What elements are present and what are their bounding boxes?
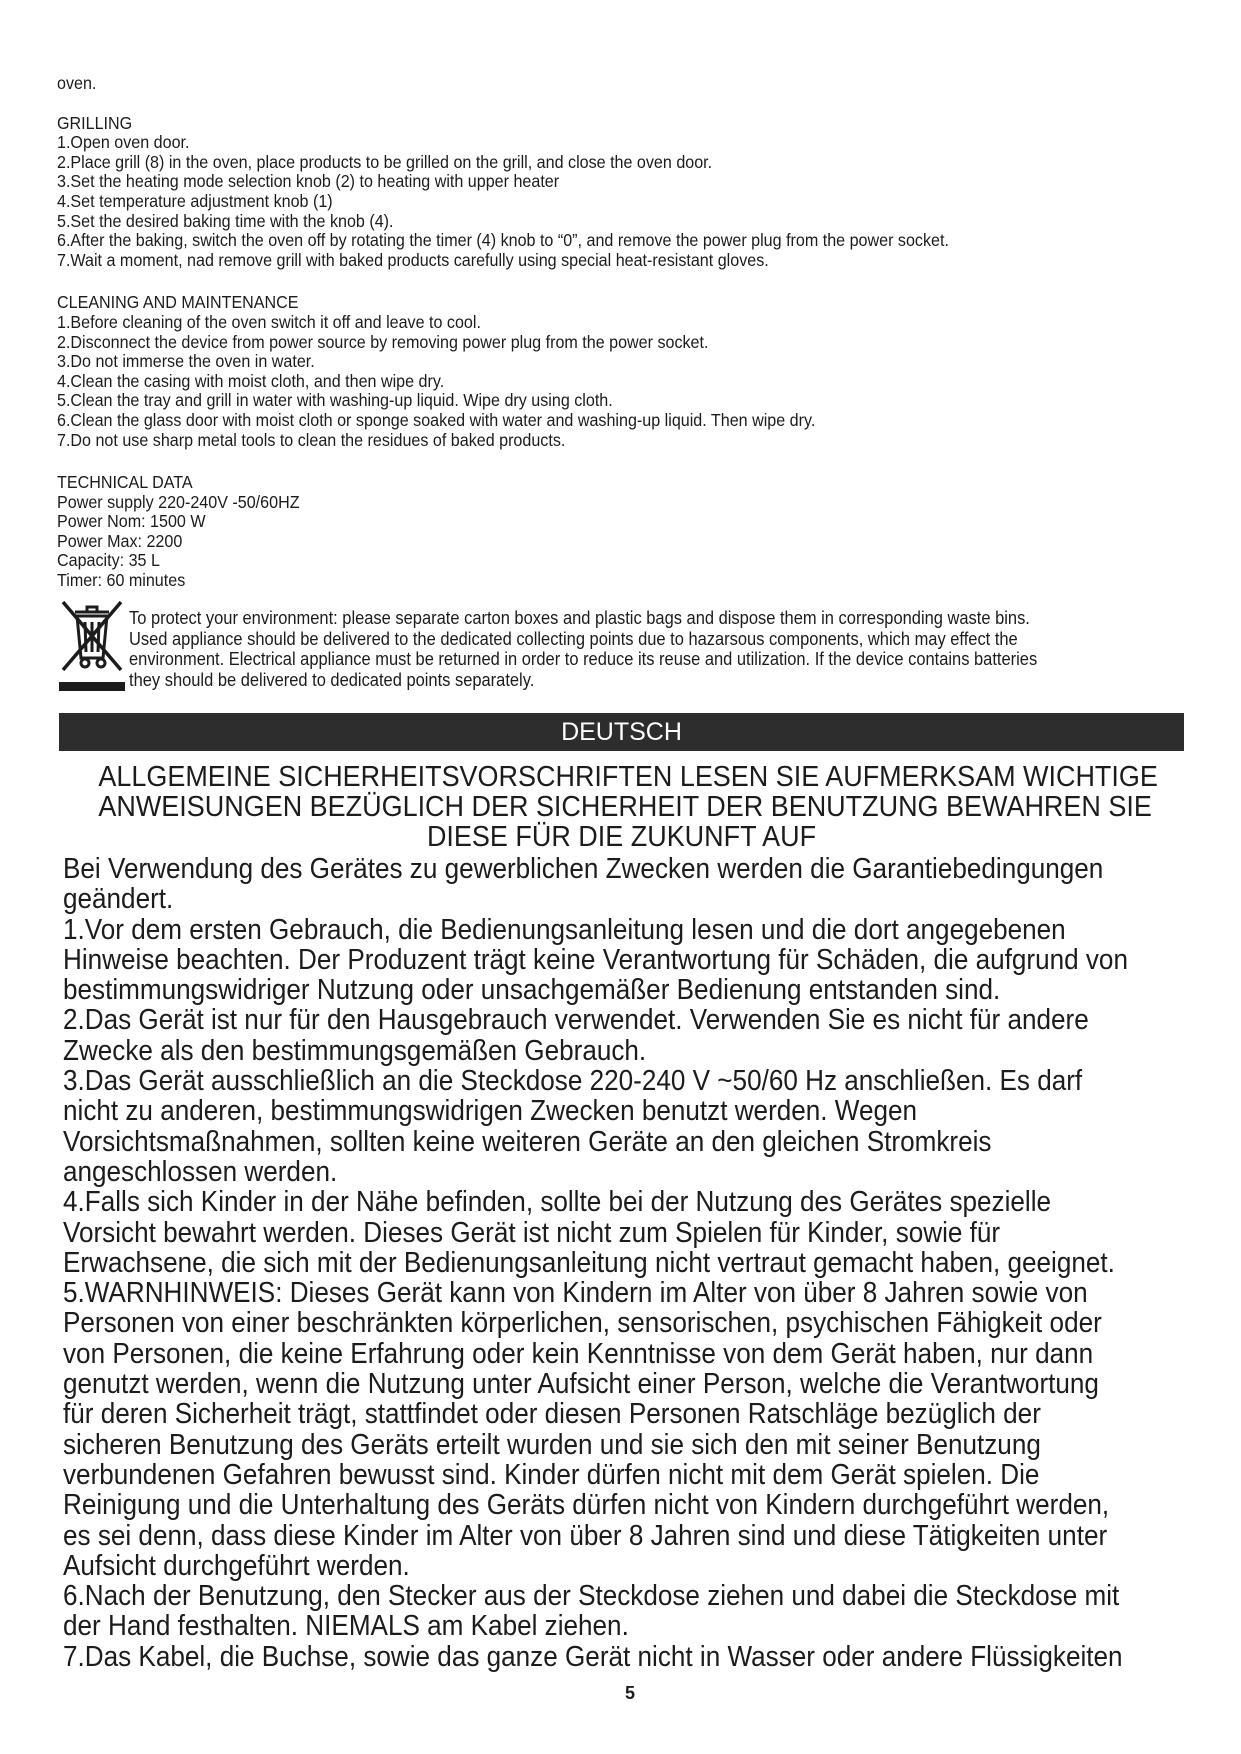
technical-line: Capacity: 35 L xyxy=(57,550,160,571)
body-line: es sei denn, dass diese Kinder im Alter von über 8 Jahren sind und diese Tätigkeiten unter xyxy=(63,1519,1108,1552)
grilling-step: 6.After the baking, switch the oven off by rotating the timer (4) knob to “0”, and remove the power plug from the power socket. xyxy=(57,230,949,251)
cleaning-step: 5.Clean the tray and grill in water with washing-up liquid. Wipe dry using cloth. xyxy=(57,390,613,411)
weee-crossed-bin-icon xyxy=(57,598,127,694)
body-line: 5.WARNHINWEIS: Dieses Gerät kann von Kindern im Alter von über 8 Jahren sowie von xyxy=(63,1277,1088,1310)
environment-line: Used appliance should be delivered to the dedicated collecting points due to hazarsous components, which may effect the xyxy=(129,628,1018,649)
technical-line: Power Nom: 1500 W xyxy=(57,511,206,532)
body-line: Vorsicht bewahrt werden. Dieses Gerät ist nicht zum Spielen für Kinder, sowie für xyxy=(63,1216,1001,1249)
cleaning-step: 7.Do not use sharp metal tools to clean the residues of baked products. xyxy=(57,429,566,450)
language-banner: DEUTSCH xyxy=(59,713,1184,751)
cleaning-heading: CLEANING AND MAINTENANCE xyxy=(57,292,299,313)
technical-heading: TECHNICAL DATA xyxy=(57,472,193,493)
title-line: ALLGEMEINE SICHERHEITSVORSCHRIFTEN LESEN SIE AUFMERKSAM WICHTIGE xyxy=(98,761,1158,793)
body-line: geändert. xyxy=(63,883,174,916)
grilling-step: 7.Wait a moment, nad remove grill with baked products carefully using special heat-resistant gloves. xyxy=(57,249,769,270)
body-line: Hinweise beachten. Der Produzent trägt keine Verantwortung für Schäden, die aufgrund von xyxy=(63,943,1128,976)
safety-body xyxy=(63,853,1128,1673)
environment-notice xyxy=(57,598,1187,694)
body-line: Erwachsene, die sich mit der Bedienungsanleitung nicht vertraut gemacht haben, geeignet. xyxy=(63,1246,1115,1279)
grilling-step: 1.Open oven door. xyxy=(57,132,190,153)
technical-line: Timer: 60 minutes xyxy=(57,570,186,591)
body-line: von Personen, die keine Erfahrung oder kein Kenntnisse von dem Gerät haben, nur dann xyxy=(63,1337,1094,1370)
page-number: 5 xyxy=(624,1683,635,1703)
body-line: Zwecke als den bestimmungsgemäßen Gebrauch. xyxy=(63,1034,647,1067)
technical-line: Power Max: 2200 xyxy=(57,530,183,551)
body-line: für deren Sicherheit trägt, stattfindet oder diesen Personen Ratschläge bezüglich der xyxy=(63,1398,1041,1431)
title-line: DIESE FÜR DIE ZUKUNFT AUF xyxy=(426,821,817,853)
cleaning-step: 2.Disconnect the device from power source by removing power plug from the power socket. xyxy=(57,331,709,352)
grilling-step: 3.Set the heating mode selection knob (2) to heating with upper heater xyxy=(57,171,560,192)
body-line: 6.Nach der Benutzung, den Stecker aus der Steckdose ziehen und dabei die Steckdose mit xyxy=(63,1580,1120,1613)
cleaning-step: 1.Before cleaning of the oven switch it off and leave to cool. xyxy=(57,311,481,332)
body-line: 7.Das Kabel, die Buchse, sowie das ganze Gerät nicht in Wasser oder andere Flüssigkeiten xyxy=(63,1640,1123,1673)
technical-line: Power supply 220-240V -50/60HZ xyxy=(57,491,300,512)
body-line: Vorsichtsmaßnahmen, sollten keine weiteren Geräte an den gleichen Stromkreis xyxy=(63,1125,992,1158)
body-line: 3.Das Gerät ausschließlich an die Steckdose 220-240 V ~50/60 Hz anschließen. Es darf xyxy=(63,1065,1083,1098)
body-line: verbundenen Gefahren bewusst sind. Kinder dürfen nicht mit dem Gerät spielen. Die xyxy=(63,1458,1040,1491)
cleaning-step: 6.Clean the glass door with moist cloth or sponge soaked with water and washing-up liquid. Then wipe dry. xyxy=(57,409,816,430)
grilling-heading: GRILLING xyxy=(57,112,133,133)
english-section xyxy=(57,74,1097,591)
body-line: Reinigung und die Unterhaltung des Geräts dürfen nicht von Kindern durchgeführt werden, xyxy=(63,1489,1110,1522)
body-line: Personen von einer beschränkten körperlichen, sensorischen, psychischen Fähigkeit oder xyxy=(63,1307,1102,1340)
grilling-step: 5.Set the desired baking time with the knob (4). xyxy=(57,210,394,231)
cleaning-step: 3.Do not immerse the oven in water. xyxy=(57,351,315,372)
environment-line: they should be delivered to dedicated points separately. xyxy=(129,669,535,690)
body-line: Aufsicht durchgeführt werden. xyxy=(63,1549,410,1582)
body-line: 2.Das Gerät ist nur für den Hausgebrauch verwendet. Verwenden Sie es nicht für andere xyxy=(63,1004,1089,1037)
environment-text xyxy=(129,608,1163,690)
body-line: 1.Vor dem ersten Gebrauch, die Bedienungsanleitung lesen und die dort angegebenen xyxy=(63,913,1066,946)
body-line: Bei Verwendung des Gerätes zu gewerblichen Zwecken werden die Garantiebedingungen xyxy=(63,853,1104,885)
top-fragment: oven. xyxy=(57,73,97,93)
grilling-step: 2.Place grill (8) in the oven, place products to be grilled on the grill, and close the oven door. xyxy=(57,151,713,172)
grilling-step: 4.Set temperature adjustment knob (1) xyxy=(57,190,333,211)
cleaning-step: 4.Clean the casing with moist cloth, and then wipe dry. xyxy=(57,370,445,391)
environment-line: environment. Electrical appliance must be returned in order to reduce its reuse and utilization. If the device contains batteries xyxy=(129,649,1038,669)
body-line: sicheren Benutzung des Geräts erteilt wurden und sie sich den mit seiner Benutzung xyxy=(63,1428,1041,1461)
title-line: ANWEISUNGEN BEZÜGLICH DER SICHERHEIT DER BENUTZUNG BEWAHREN SIE xyxy=(98,791,1152,823)
body-line: bestimmungswidriger Nutzung oder unsachgemäßer Bedienung entstanden sind. xyxy=(63,974,1001,1007)
environment-line: To protect your environment: please separate carton boxes and plastic bags and dispose them in corresponding waste bins. xyxy=(129,608,1030,628)
body-line: nicht zu anderen, bestimmungswidrigen Zwecken benutzt werden. Wegen xyxy=(63,1095,918,1128)
body-line: der Hand festhalten. NIEMALS am Kabel ziehen. xyxy=(63,1610,629,1643)
body-line: angeschlossen werden. xyxy=(63,1155,338,1188)
safety-title xyxy=(59,762,1184,852)
body-line: genutzt werden, wenn die Nutzung unter Aufsicht einer Person, welche die Verantwortung xyxy=(63,1368,1099,1401)
body-line: 4.Falls sich Kinder in der Nähe befinden, sollte bei der Nutzung des Gerätes spezielle xyxy=(63,1186,1052,1219)
